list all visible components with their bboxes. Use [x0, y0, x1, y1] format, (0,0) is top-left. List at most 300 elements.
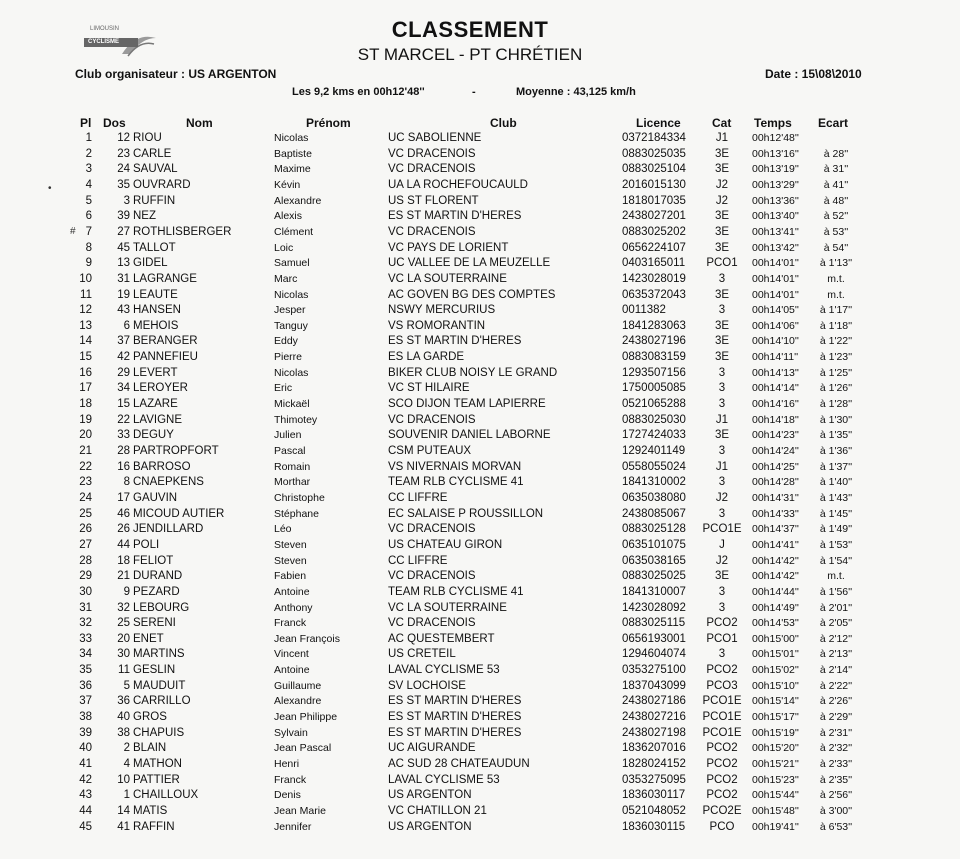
cell-prenom: Jennifer — [274, 820, 312, 833]
cell-temps: 00h14'28'' — [752, 476, 799, 489]
cell-prenom: Fabien — [274, 570, 307, 583]
cell-dos: 44 — [117, 538, 130, 551]
cell-pl: 32 — [79, 617, 92, 630]
cell-prenom: Tanguy — [274, 319, 308, 332]
table-row — [0, 710, 960, 726]
cell-pl: 29 — [79, 570, 92, 583]
cell-club: US CRETEIL — [388, 648, 456, 661]
cell-dos: 13 — [117, 257, 130, 270]
cell-dos: 36 — [117, 695, 130, 708]
cell-licence: 0558055024 — [622, 460, 686, 473]
cell-ecart: à 1'56'' — [819, 585, 853, 598]
cell-ecart: à 1'35'' — [819, 429, 853, 442]
cell-ecart: m.t. — [827, 570, 845, 583]
table-row — [0, 334, 960, 350]
cell-cat: J1 — [715, 460, 729, 473]
cell-club: ES ST MARTIN D'HERES — [388, 335, 522, 348]
cell-pl: 27 — [79, 538, 92, 551]
cell-club: NSWY MERCURIUS — [388, 304, 496, 317]
cell-prenom: Eric — [274, 382, 293, 395]
cell-club: CC LIFFRE — [388, 554, 448, 567]
cell-prenom: Baptiste — [274, 147, 312, 160]
cell-temps: 00h13'19'' — [752, 163, 799, 176]
cell-dos: 3 — [123, 194, 130, 207]
cell-prenom: Marc — [274, 272, 298, 285]
table-row — [0, 162, 960, 178]
cell-club: TEAM RLB CYCLISME 41 — [388, 476, 524, 489]
cell-temps: 00h15'48'' — [752, 804, 799, 817]
cell-licence: 0635372043 — [622, 288, 686, 301]
table-row — [0, 381, 960, 397]
cell-licence: 0635038165 — [622, 554, 686, 567]
cell-prenom: Jean Marie — [274, 804, 326, 817]
cell-club: VC DRACENOIS — [388, 163, 476, 176]
organizing-club: Club organisateur : US ARGENTON — [75, 67, 277, 81]
cell-temps: 00h14'31'' — [752, 491, 799, 504]
cell-pl: 33 — [79, 632, 92, 645]
cell-pl: 25 — [79, 507, 92, 520]
cell-cat: J2 — [715, 491, 729, 504]
cell-cat: 3E — [714, 147, 730, 160]
cell-club: VC LA SOUTERRAINE — [388, 272, 507, 285]
cell-prenom: Léo — [274, 523, 292, 536]
cell-pl: 43 — [79, 789, 92, 802]
cell-ecart: à 1'43'' — [819, 491, 853, 504]
table-row — [0, 538, 960, 554]
cell-nom: RUFFIN — [133, 194, 176, 207]
cell-cat: 3E — [714, 429, 730, 442]
cell-cat: PCO2 — [706, 617, 738, 630]
cell-cat: PCO2 — [706, 742, 738, 755]
cell-licence: 2438027198 — [622, 726, 686, 739]
cell-prenom: Pascal — [274, 445, 306, 457]
cell-cat: 3 — [718, 382, 726, 395]
cell-nom: PEZARD — [133, 585, 180, 598]
cell-licence: 1294604074 — [622, 648, 686, 661]
cell-cat: J2 — [715, 178, 729, 191]
cell-dos: 18 — [117, 554, 130, 567]
cell-club: VC CHATILLON 21 — [388, 804, 487, 817]
table-row — [0, 601, 960, 617]
cell-cat: 3E — [714, 210, 730, 223]
header-dos: Dos — [103, 116, 126, 130]
cell-pl: 26 — [79, 523, 92, 536]
cell-prenom: Guillaume — [274, 679, 322, 692]
cell-cat: PCO — [709, 820, 735, 833]
cell-club: VS NIVERNAIS MORVAN — [388, 460, 522, 473]
cell-licence: 1292401149 — [622, 445, 686, 457]
cell-temps: 00h13'16'' — [752, 147, 799, 160]
cell-ecart: m.t. — [827, 288, 845, 301]
header-licence: Licence — [636, 116, 681, 130]
cell-dos: 22 — [117, 413, 130, 426]
cell-nom: BERANGER — [133, 335, 198, 348]
cell-ecart: à 1'30'' — [819, 413, 853, 426]
cell-dos: 41 — [117, 820, 130, 833]
table-row — [0, 350, 960, 366]
cell-licence: 1837043099 — [622, 679, 686, 692]
cell-pl: 44 — [79, 804, 92, 817]
cell-nom: JENDILLARD — [133, 523, 204, 536]
cell-prenom: Nicolas — [274, 366, 309, 379]
cell-club: AC SUD 28 CHATEAUDUN — [388, 758, 530, 770]
cell-cat: PCO1E — [702, 695, 742, 708]
cell-dos: 28 — [117, 445, 130, 457]
cell-temps: 00h14'14'' — [752, 382, 799, 395]
cell-temps: 00h14'53'' — [752, 617, 799, 630]
cell-licence: 2438085067 — [622, 507, 686, 520]
cell-dos: 25 — [117, 617, 130, 630]
cell-licence: 2438027186 — [622, 695, 686, 708]
cell-club: UC VALLEE DE LA MEUZELLE — [388, 257, 551, 270]
cell-pl: 24 — [79, 491, 92, 504]
cell-nom: OUVRARD — [133, 178, 191, 191]
cell-nom: LEBOURG — [133, 601, 190, 614]
cell-cat: 3 — [718, 476, 726, 489]
cell-pl: 39 — [79, 726, 92, 739]
cell-ecart: à 1'28'' — [819, 398, 853, 411]
cell-pl: 41 — [79, 758, 92, 770]
table-row — [0, 491, 960, 507]
cell-pl: 4 — [85, 178, 92, 191]
cell-prenom: Jean François — [274, 632, 340, 645]
cell-licence: 2016015130 — [622, 178, 686, 191]
cell-club: VC DRACENOIS — [388, 617, 476, 630]
cell-licence: 1828024152 — [622, 758, 686, 770]
cell-dos: 10 — [117, 773, 130, 786]
cell-licence: 0883025128 — [622, 523, 686, 536]
cell-ecart: à 1'23'' — [819, 351, 853, 364]
cell-prenom: Jean Philippe — [274, 711, 338, 724]
cell-temps: 00h15'19'' — [752, 726, 799, 739]
cell-nom: SAUVAL — [133, 163, 178, 176]
table-row — [0, 522, 960, 538]
cell-nom: GAUVIN — [133, 491, 178, 504]
cell-nom: CARLE — [133, 147, 172, 160]
cell-dos: 30 — [117, 648, 130, 661]
cell-licence: 0521065288 — [622, 398, 686, 411]
cell-nom: MEHOIS — [133, 319, 179, 332]
cell-ecart: à 2'14'' — [819, 664, 853, 677]
table-row — [0, 444, 960, 460]
table-row — [0, 820, 960, 836]
cell-pl: 31 — [79, 601, 92, 614]
cell-cat: PCO2 — [706, 773, 738, 786]
cell-pl: 6 — [85, 210, 92, 223]
cell-cat: 3 — [718, 445, 726, 457]
cell-ecart: à 41'' — [823, 178, 849, 191]
cell-dos: 20 — [117, 632, 130, 645]
cell-dos: 42 — [117, 351, 130, 364]
cell-nom: LEVERT — [133, 366, 178, 379]
cell-prenom: Anthony — [274, 601, 313, 614]
table-row — [0, 303, 960, 319]
cell-temps: 00h14'25'' — [752, 460, 799, 473]
cell-temps: 00h15'02'' — [752, 664, 799, 677]
cell-pl: 36 — [79, 679, 92, 692]
cell-club: US ARGENTON — [388, 789, 472, 802]
cell-prenom: Clément — [274, 225, 314, 238]
cell-prenom: Antoine — [274, 664, 310, 677]
cell-prenom: Sylvain — [274, 726, 308, 739]
cell-licence: 1836030115 — [622, 820, 686, 833]
cell-club: CSM PUTEAUX — [388, 445, 472, 457]
cell-prenom: Alexandre — [274, 194, 322, 207]
cell-licence: 1293507156 — [622, 366, 686, 379]
cell-pl: 28 — [79, 554, 92, 567]
cell-dos: 2 — [123, 742, 130, 755]
table-row — [0, 413, 960, 429]
cell-prenom: Nicolas — [274, 132, 309, 144]
header-temps: Temps — [754, 116, 792, 130]
cell-ecart: à 2'32'' — [819, 742, 853, 755]
cell-prenom: Jean Pascal — [274, 742, 332, 755]
cell-temps: 00h14'06'' — [752, 319, 799, 332]
cell-ecart: à 2'33'' — [819, 758, 853, 770]
cell-club: ES ST MARTIN D'HERES — [388, 210, 522, 223]
cell-prenom: Alexis — [274, 210, 303, 223]
table-row — [0, 554, 960, 570]
cell-licence: 1836207016 — [622, 742, 686, 755]
header-pl: Pl — [80, 116, 92, 130]
cell-ecart: à 2'13'' — [819, 648, 853, 661]
cell-dos: 33 — [117, 429, 130, 442]
cell-nom: SERENI — [133, 617, 176, 630]
cell-licence: 0883025025 — [622, 570, 686, 583]
cell-club: CC LIFFRE — [388, 491, 448, 504]
table-row — [0, 288, 960, 304]
cell-cat: PCO1 — [706, 257, 738, 270]
cell-club: TEAM RLB CYCLISME 41 — [388, 585, 524, 598]
cell-ecart: à 54'' — [823, 241, 849, 254]
cell-dos: 32 — [117, 601, 130, 614]
cell-club: SOUVENIR DANIEL LABORNE — [388, 429, 551, 442]
cell-nom: LAGRANGE — [133, 272, 197, 285]
cell-club: VC DRACENOIS — [388, 225, 476, 238]
cell-cat: PCO3 — [706, 679, 738, 692]
cell-pl: 10 — [79, 272, 92, 285]
cell-licence: 1423028092 — [622, 601, 686, 614]
cell-nom: LAVIGNE — [133, 413, 182, 426]
cell-cat: 3 — [718, 507, 726, 520]
cell-pl: 7 — [85, 225, 92, 238]
cell-temps: 00h15'01'' — [752, 648, 799, 661]
cell-nom: PANNEFIEU — [133, 351, 198, 364]
cell-ecart: à 2'22'' — [819, 679, 853, 692]
cell-pl: 14 — [79, 335, 92, 348]
cell-temps: 00h14'42'' — [752, 570, 799, 583]
cell-prenom: Nicolas — [274, 288, 309, 301]
cell-temps: 00h13'36'' — [752, 194, 799, 207]
cell-cat: J1 — [715, 132, 729, 144]
race-name: ST MARCEL - PT CHRÉTIEN — [357, 45, 583, 64]
cell-temps: 00h14'16'' — [752, 398, 799, 411]
cell-dos: 23 — [117, 147, 130, 160]
cell-dos: 39 — [117, 210, 130, 223]
cell-nom: CHAPUIS — [133, 726, 185, 739]
cell-nom: LAZARE — [133, 398, 178, 411]
cell-club: VC PAYS DE LORIENT — [388, 241, 509, 254]
cell-cat: 3E — [714, 225, 730, 238]
cell-club: UC SABOLIENNE — [388, 132, 482, 144]
table-row — [0, 647, 960, 663]
cell-dos: 21 — [117, 570, 130, 583]
cell-club: AC GOVEN BG DES COMPTES — [388, 288, 556, 301]
cell-cat: 3E — [714, 288, 730, 301]
cell-prenom: Alexandre — [274, 695, 322, 708]
cell-dos: 16 — [117, 460, 130, 473]
cell-prenom: Denis — [274, 789, 301, 802]
cell-dos: 35 — [117, 178, 130, 191]
cell-prenom: Julien — [274, 429, 302, 442]
cell-prenom: Thimotey — [274, 413, 318, 426]
cell-dos: 31 — [117, 272, 130, 285]
cell-club: UA LA ROCHEFOUCAULD — [388, 178, 528, 191]
cell-prenom: Vincent — [274, 648, 309, 661]
cell-pl: 37 — [79, 695, 92, 708]
cell-dos: 24 — [117, 163, 130, 176]
cell-club: VC LA SOUTERRAINE — [388, 601, 507, 614]
table-row — [0, 804, 960, 820]
cell-ecart: m.t. — [827, 272, 845, 285]
cell-pl: 35 — [79, 664, 92, 677]
cell-dos: 29 — [117, 366, 130, 379]
cell-club: EC SALAISE P ROUSSILLON — [388, 507, 544, 520]
cell-pl: 15 — [79, 351, 92, 364]
cell-temps: 00h14'44'' — [752, 585, 799, 598]
cell-ecart: à 1'40'' — [819, 476, 853, 489]
cell-cat: PCO1E — [702, 711, 742, 724]
cell-dos: 38 — [117, 726, 130, 739]
cell-temps: 00h14'05'' — [752, 304, 799, 317]
cell-licence: 0883083159 — [622, 351, 686, 364]
cell-temps: 00h15'21'' — [752, 758, 799, 770]
cell-temps: 00h14'41'' — [752, 538, 799, 551]
cell-ecart: à 1'37'' — [819, 460, 853, 473]
cell-licence: 1750005085 — [622, 382, 686, 395]
cell-temps: 00h14'01'' — [752, 257, 799, 270]
cell-dos: 19 — [117, 288, 130, 301]
cell-cat: 3 — [718, 398, 726, 411]
cell-temps: 00h15'20'' — [752, 742, 799, 755]
cell-pl: 21 — [79, 445, 92, 457]
cell-dos: 45 — [117, 241, 130, 254]
table-row — [0, 726, 960, 742]
cell-dos: 1 — [123, 789, 130, 802]
cell-dos: 37 — [117, 335, 130, 348]
cell-pl: 8 — [85, 241, 92, 254]
cell-prenom: Kévin — [274, 178, 301, 191]
cell-club: US CHATEAU GIRON — [388, 538, 503, 551]
cell-cat: PCO2 — [706, 664, 738, 677]
header-nom: Nom — [186, 116, 213, 130]
cell-nom: RIOU — [133, 132, 162, 144]
cell-ecart: à 1'54'' — [819, 554, 853, 567]
cell-dos: 6 — [123, 319, 130, 332]
cell-pl: 42 — [79, 773, 92, 786]
cell-cat: PCO2E — [702, 804, 742, 817]
cell-cat: PCO2 — [706, 789, 738, 802]
cell-club: AC QUESTEMBERT — [388, 632, 495, 645]
cell-prenom: Samuel — [274, 257, 310, 270]
cell-pl: 2 — [85, 147, 92, 160]
cell-dos: 17 — [117, 491, 130, 504]
table-row — [0, 694, 960, 710]
cell-nom: MARTINS — [133, 648, 185, 661]
cell-cat: 3E — [714, 241, 730, 254]
cell-nom: LEAUTE — [133, 288, 178, 301]
cell-club: LAVAL CYCLISME 53 — [388, 773, 500, 786]
race-distance: Les 9,2 kms en 00h12'48'' — [292, 86, 425, 98]
cell-temps: 00h14'23'' — [752, 429, 799, 442]
cell-licence: 0372184334 — [622, 132, 686, 144]
cell-ecart: à 31'' — [823, 163, 849, 176]
cell-dos: 15 — [117, 398, 130, 411]
cell-temps: 00h14'10'' — [752, 335, 799, 348]
cell-pl: 19 — [79, 413, 92, 426]
cell-licence: 0883025115 — [622, 617, 686, 630]
cell-pl: 30 — [79, 585, 92, 598]
cell-dos: 40 — [117, 711, 130, 724]
cell-ecart: à 28'' — [823, 147, 849, 160]
cell-prenom: Franck — [274, 773, 307, 786]
cell-dos: 9 — [123, 585, 130, 598]
cell-nom: GIDEL — [133, 257, 168, 270]
cell-pl: 17 — [79, 382, 92, 395]
cell-nom: MATHON — [133, 758, 182, 770]
cell-licence: 0883025035 — [622, 147, 686, 160]
cell-club: VC ST HILAIRE — [388, 382, 470, 395]
cell-ecart: à 53'' — [823, 225, 849, 238]
table-row — [0, 131, 960, 147]
cell-ecart: à 6'53'' — [819, 820, 853, 833]
cell-licence: 1836030117 — [622, 789, 686, 802]
cell-nom: ROTHLISBERGER — [133, 225, 232, 238]
cell-licence: 1841310007 — [622, 585, 686, 598]
cell-licence: 0883025104 — [622, 163, 686, 176]
table-row — [0, 460, 960, 476]
cell-temps: 00h15'23'' — [752, 773, 799, 786]
table-row — [0, 366, 960, 382]
cell-temps: 00h14'13'' — [752, 366, 799, 379]
table-row — [0, 241, 960, 257]
cell-temps: 00h14'18'' — [752, 413, 799, 426]
cell-temps: 00h13'29'' — [752, 178, 799, 191]
logo-top-text: LIMOUSIN — [90, 26, 120, 32]
cell-pl: 1 — [85, 132, 92, 144]
table-row — [0, 397, 960, 413]
cell-nom: CNAEPKENS — [133, 476, 204, 489]
cell-club: VC DRACENOIS — [388, 570, 476, 583]
cell-dos: 5 — [123, 679, 130, 692]
cell-temps: 00h15'17'' — [752, 711, 799, 724]
cell-cat: 3 — [718, 272, 726, 285]
cell-licence: 2438027196 — [622, 335, 686, 348]
cell-cat: 3E — [714, 570, 730, 583]
cell-ecart: à 1'53'' — [819, 538, 853, 551]
separator-dash: - — [472, 86, 476, 98]
cell-cat: 3 — [718, 585, 726, 598]
cell-licence: 0883025030 — [622, 413, 686, 426]
cell-club: ES LA GARDE — [388, 351, 465, 364]
cell-prenom: Steven — [274, 554, 307, 567]
cell-cat: PCO1E — [702, 523, 742, 536]
cell-nom: GROS — [133, 711, 167, 724]
cell-nom: CHAILLOUX — [133, 789, 199, 802]
header-club: Club — [490, 116, 517, 130]
cell-ecart: à 3'00'' — [819, 804, 853, 817]
cell-cat: J2 — [715, 554, 729, 567]
